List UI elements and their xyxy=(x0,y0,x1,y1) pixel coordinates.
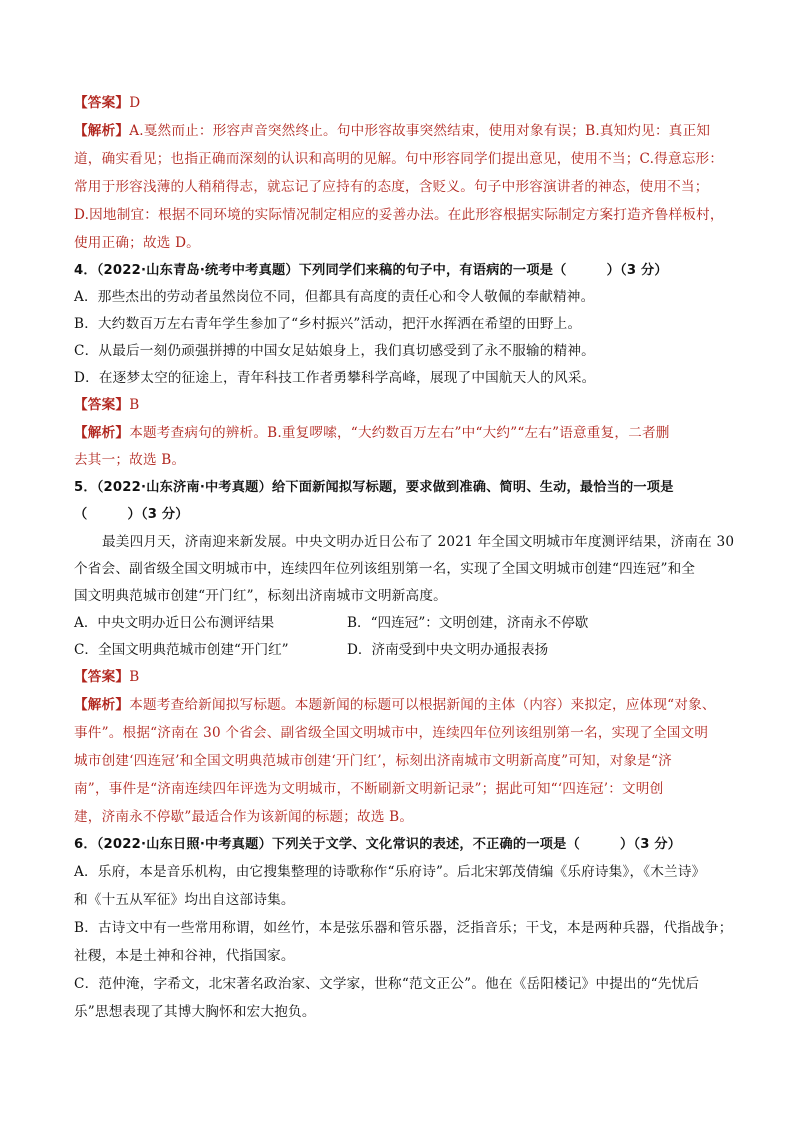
q3-analysis-line-1 xyxy=(74,118,734,145)
q4-option-c: C．从最后一刻仍顽强拼搏的中国女足姑娘身上，我们真切感受到了永不服输的精神。 xyxy=(74,343,595,359)
q5-answer-line xyxy=(74,664,734,691)
q5-analysis-line-3: 城市创建‘四连冠’和全国文明典范城市创建‘开门红’，标刻出济南城市文明新高度”可知，对象是“济 xyxy=(74,753,672,769)
q3-analysis-line-4: D.因地制宜：根据不同环境的实际情况制定相应的妥善办法。在此形容根据实际制定方案打造齐鲁样板村， xyxy=(74,207,724,223)
q5-analysis-line-5: 建，济南永不停歇”最适合作为该新闻的标题；故选 B。 xyxy=(74,809,414,825)
q5-passage-line-2: 个省会、副省级全国文明城市中，连续四年位列该组别第一名，实现了全国文明城市创建“四连冠”和全 xyxy=(74,561,696,577)
q5-option-c: C．全国文明典范城市创建“开门红” xyxy=(74,642,289,658)
q4-answer-line xyxy=(74,392,734,419)
q4-option-d: D．在逐梦太空的征途上，青年科技工作者勇攀科学高峰，展现了中国航天人的风采。 xyxy=(74,370,596,386)
q4-analysis-line-2: 去其一；故选 B。 xyxy=(74,452,186,468)
q4-analysis-text-1: 本题考查病句的辨析。B.重复啰嗦，“大约数百万左右”中“大约”“左右”语意重复，二者删 xyxy=(129,425,670,441)
q3-analysis-text-1: A.戛然而止：形容声音突然终止。句中形容故事突然结束，使用对象有误；B.真知灼见：真正知 xyxy=(129,123,711,139)
q5-option-a: A．中央文明办近日公布测评结果 xyxy=(74,615,275,631)
q3-answer-value: D xyxy=(129,95,141,111)
q4-answer-value: B xyxy=(129,397,140,413)
q4-answer-tag: 【答案】 xyxy=(74,397,130,413)
q6-line-3: B．古诗文中有一些常用称谓，如丝竹，本是弦乐器和管乐器，泛指音乐；干戈，本是两种兵器，代指战争； xyxy=(74,920,733,936)
q6-line-6: 乐”思想表现了其博大胸怀和宏大抱负。 xyxy=(74,1004,316,1020)
q5-answer-tag: 【答案】 xyxy=(74,669,130,685)
q5-analysis-line-2: 事件”。根据“济南在 30 个省会、副省级全国文明城市中，连续四年位列该组别第一名，实现了全国文明 xyxy=(74,725,709,741)
q3-analysis-line-3: 常用于形容浅薄的人稍稍得志，就忘记了应持有的态度，含贬义。句子中形容演讲者的神态，使用不当； xyxy=(74,179,709,195)
q5-analysis-line-4: 南”，事件是“济南连续四年评选为文明城市，不断刷新文明新记录”；据此可知“‘四连冠’：文明创 xyxy=(74,781,664,797)
q5-option-d: D．济南受到中央文明办通报表扬 xyxy=(347,642,549,658)
q3-analysis-line-2: 道，确实看见；也指正确而深刻的认识和高明的见解。句中形容同学们提出意见，使用不当；C.得意忘形： xyxy=(74,151,724,167)
q6-line-5: C．范仲淹，字希文，北宋著名政治家、文学家，世称“范文正公”。他在《岳阳楼记》中提出的“先忧后 xyxy=(74,976,700,992)
q5-header-line-2: （ ）（3 分） xyxy=(74,507,189,522)
q5-analysis-tag: 【解析】 xyxy=(74,697,130,713)
q5-analysis-text-1: 本题考查给新闻拟写标题。本题新闻的标题可以根据新闻的主体（内容）来拟定，应体现“对象、 xyxy=(129,697,716,713)
q3-answer-line xyxy=(74,90,734,117)
q3-answer-tag: 【答案】 xyxy=(74,95,130,111)
q6-header: 6．（2022·山东日照·中考真题）下列关于文学、文化常识的表述，不正确的一项是（ ）（3 分） xyxy=(74,837,682,852)
q4-option-b: B．大约数百万左右青年学生参加了“乡村振兴”活动，把汗水挥洒在希望的田野上。 xyxy=(74,316,582,332)
q6-line-4: 社稷，本是土神和谷神，代指国家。 xyxy=(74,948,295,964)
q5-header-line-1: 5．（2022·山东济南·中考真题）给下面新闻拟写标题，要求做到准确、简明、生动，最恰当的一项是 xyxy=(74,480,674,495)
q5-option-b: B．“四连冠”：文明创建，济南永不停歇 xyxy=(347,615,589,631)
q3-analysis-tag: 【解析】 xyxy=(74,123,130,139)
q5-passage-line-3: 国文明典范城市创建“开门红”，标刻出济南城市文明新高度。 xyxy=(74,588,447,604)
q4-analysis-line-1 xyxy=(74,420,734,447)
q3-analysis-line-5: 使用正确；故选 D。 xyxy=(74,235,200,251)
q5-answer-value: B xyxy=(129,669,140,685)
q6-line-2: 和《十五从军征》均出自这部诗集。 xyxy=(74,892,295,908)
q4-option-a: A．那些杰出的劳动者虽然岗位不同，但都具有高度的责任心和令人敬佩的奉献精神。 xyxy=(74,289,595,305)
q5-analysis-line-1 xyxy=(74,692,734,719)
q6-line-1: A．乐府，本是音乐机构，由它搜集整理的诗歌称作“乐府诗”。后北宋郭茂倩编《乐府诗集》，《木兰诗》 xyxy=(74,864,706,880)
q5-passage-line-1: 最美四月天，济南迎来新发展。中央文明办近日公布了 2021 年全国文明城市年度测评结果，济南在 30 xyxy=(102,534,735,550)
q4-analysis-tag: 【解析】 xyxy=(74,425,130,441)
q4-header: 4．（2022·山东青岛·统考中考真题）下列同学们来稿的句子中，有语病的一项是（ ）（3 分） xyxy=(74,263,668,278)
